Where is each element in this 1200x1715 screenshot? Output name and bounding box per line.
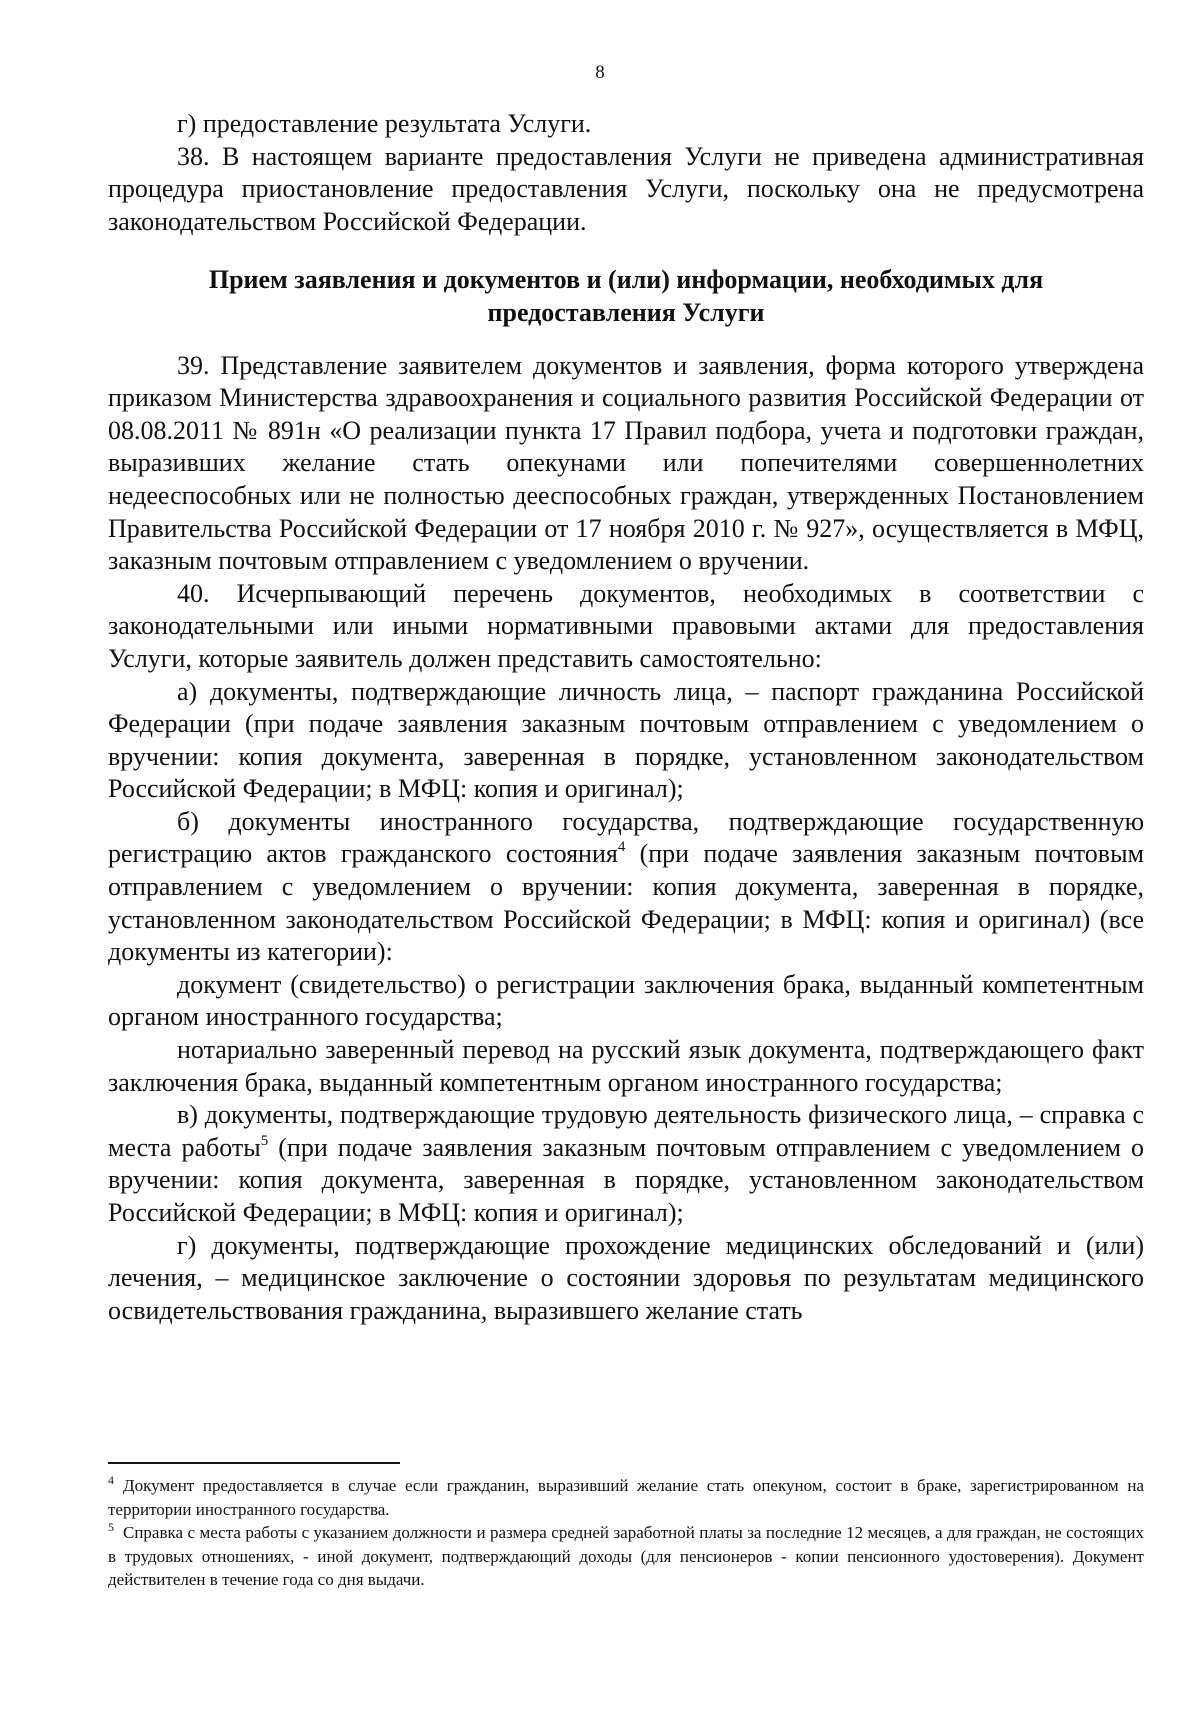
paragraph-item-g-result: г) предоставление результата Услуги. bbox=[177, 109, 592, 138]
footnote-ref-5: 5 bbox=[260, 1132, 269, 1149]
list-item-b-document-2: нотариально заверенный перевод на русский язык документа, подтверждающего факт заключения брака, выданный компетентным органом иностранного государства; bbox=[108, 1035, 1144, 1097]
list-item-b bbox=[108, 806, 1144, 969]
list-item-g: г) документы, подтверждающие прохождение медицинских обследований и (или) лечения, – медицинское заключение о состоянии здоровья по результатам медицинского освидетельствования гражданина, выразившего желание стать bbox=[108, 1230, 1144, 1325]
list-item-a: а) документы, подтверждающие личность лица, – паспорт гражданина Российской Федерации (при подаче заявления заказным почтовым отправлением с уведомлением о вручении: копия документа, заверенная в порядке, установленном законодательством Российской Федерации; в МФЦ: копия и оригинал); bbox=[108, 676, 1144, 804]
list-item-v-text: в) документы, подтверждающие трудовую деятельность физического лица, – справка с места работы bbox=[108, 1100, 1144, 1162]
list-item-b-text: б) документы иностранного государства, подтверждающие государственную регистрацию актов гражданского состояния bbox=[108, 806, 1144, 869]
footnote-4 bbox=[108, 1474, 1144, 1521]
footnote-text: Документ предоставляется в случае если гражданин, выразивший желание стать опекуном, состоит в браке, зарегистрированном на территории иностранного государства. bbox=[108, 1476, 1144, 1519]
paragraph-38: 38. В настоящем варианте предоставления Услуги не приведена административная процедура приостановление предоставления Услуги, поскольку она не предусмотрена законодательством Российской Федерации. bbox=[108, 141, 1144, 236]
footnote-ref-4: 4 bbox=[617, 839, 626, 856]
footnote-text: Справка с места работы с указанием должности и размера средней заработной платы за последние 12 месяцев, а для граждан, не состоящих в трудовых отношениях, - иной документ, подтверждающий доходы (для пенсионеров - копии пенсионного удостоверения). Документ действителен в течение года со дня выдачи. bbox=[108, 1523, 1144, 1589]
footnote-mark: 5 bbox=[108, 1520, 114, 1534]
section-title: Прием заявления и документов и (или) информации, необходимых для предоставления Услуги bbox=[208, 265, 1044, 327]
list-item-v-text-cont: (при подаче заявления заказным почтовым отправлением с уведомлением о вручении: копия документа, заверенная в порядке, установленном законодательством Российской Федерации; в МФЦ: копия и оригинал); bbox=[108, 1132, 1144, 1227]
paragraph-40: 40. Исчерпывающий перечень документов, необходимых в соответствии с законодательными или иными нормативными правовыми актами для предоставления Услуги, которые заявитель должен представить самостоятельно: bbox=[108, 578, 1144, 673]
list-item-b-document-1: документ (свидетельство) о регистрации заключения брака, выданный компетентным органом иностранного государства; bbox=[108, 969, 1144, 1032]
footnote-5 bbox=[108, 1521, 1144, 1592]
list-item-v bbox=[108, 1099, 1144, 1229]
footnote-separator bbox=[108, 1462, 400, 1464]
list-item-b-text-cont: (при подаче заявления заказным почтовым отправлением с уведомлением о вручении: копия документа, заверенная в порядке, установленном законодательством Российской Федерации; в МФЦ: копия и оригинал) (все документы из категории): bbox=[108, 839, 1144, 967]
document-body bbox=[108, 108, 1144, 1327]
page-number: 8 bbox=[595, 62, 605, 83]
footnotes bbox=[108, 1474, 1144, 1592]
paragraph-39: 39. Представление заявителем документов и заявления, форма которого утверждена приказом Министерства здравоохранения и социального развития Российской Федерации от 08.08.2011 № 891н «О реализации пункта 17 Правил подбора, учета и подготовки граждан, выразивших желание стать опекунами или попечителями совершеннолетних недееспособных или не полностью дееспособных граждан, утвержденных Постановлением Правительства Российской Федерации от 17 ноября 2010 г. № 927», осуществляется в МФЦ, заказным почтовым отправлением с уведомлением о вручении. bbox=[108, 350, 1144, 576]
footnote-mark: 4 bbox=[108, 1473, 114, 1487]
